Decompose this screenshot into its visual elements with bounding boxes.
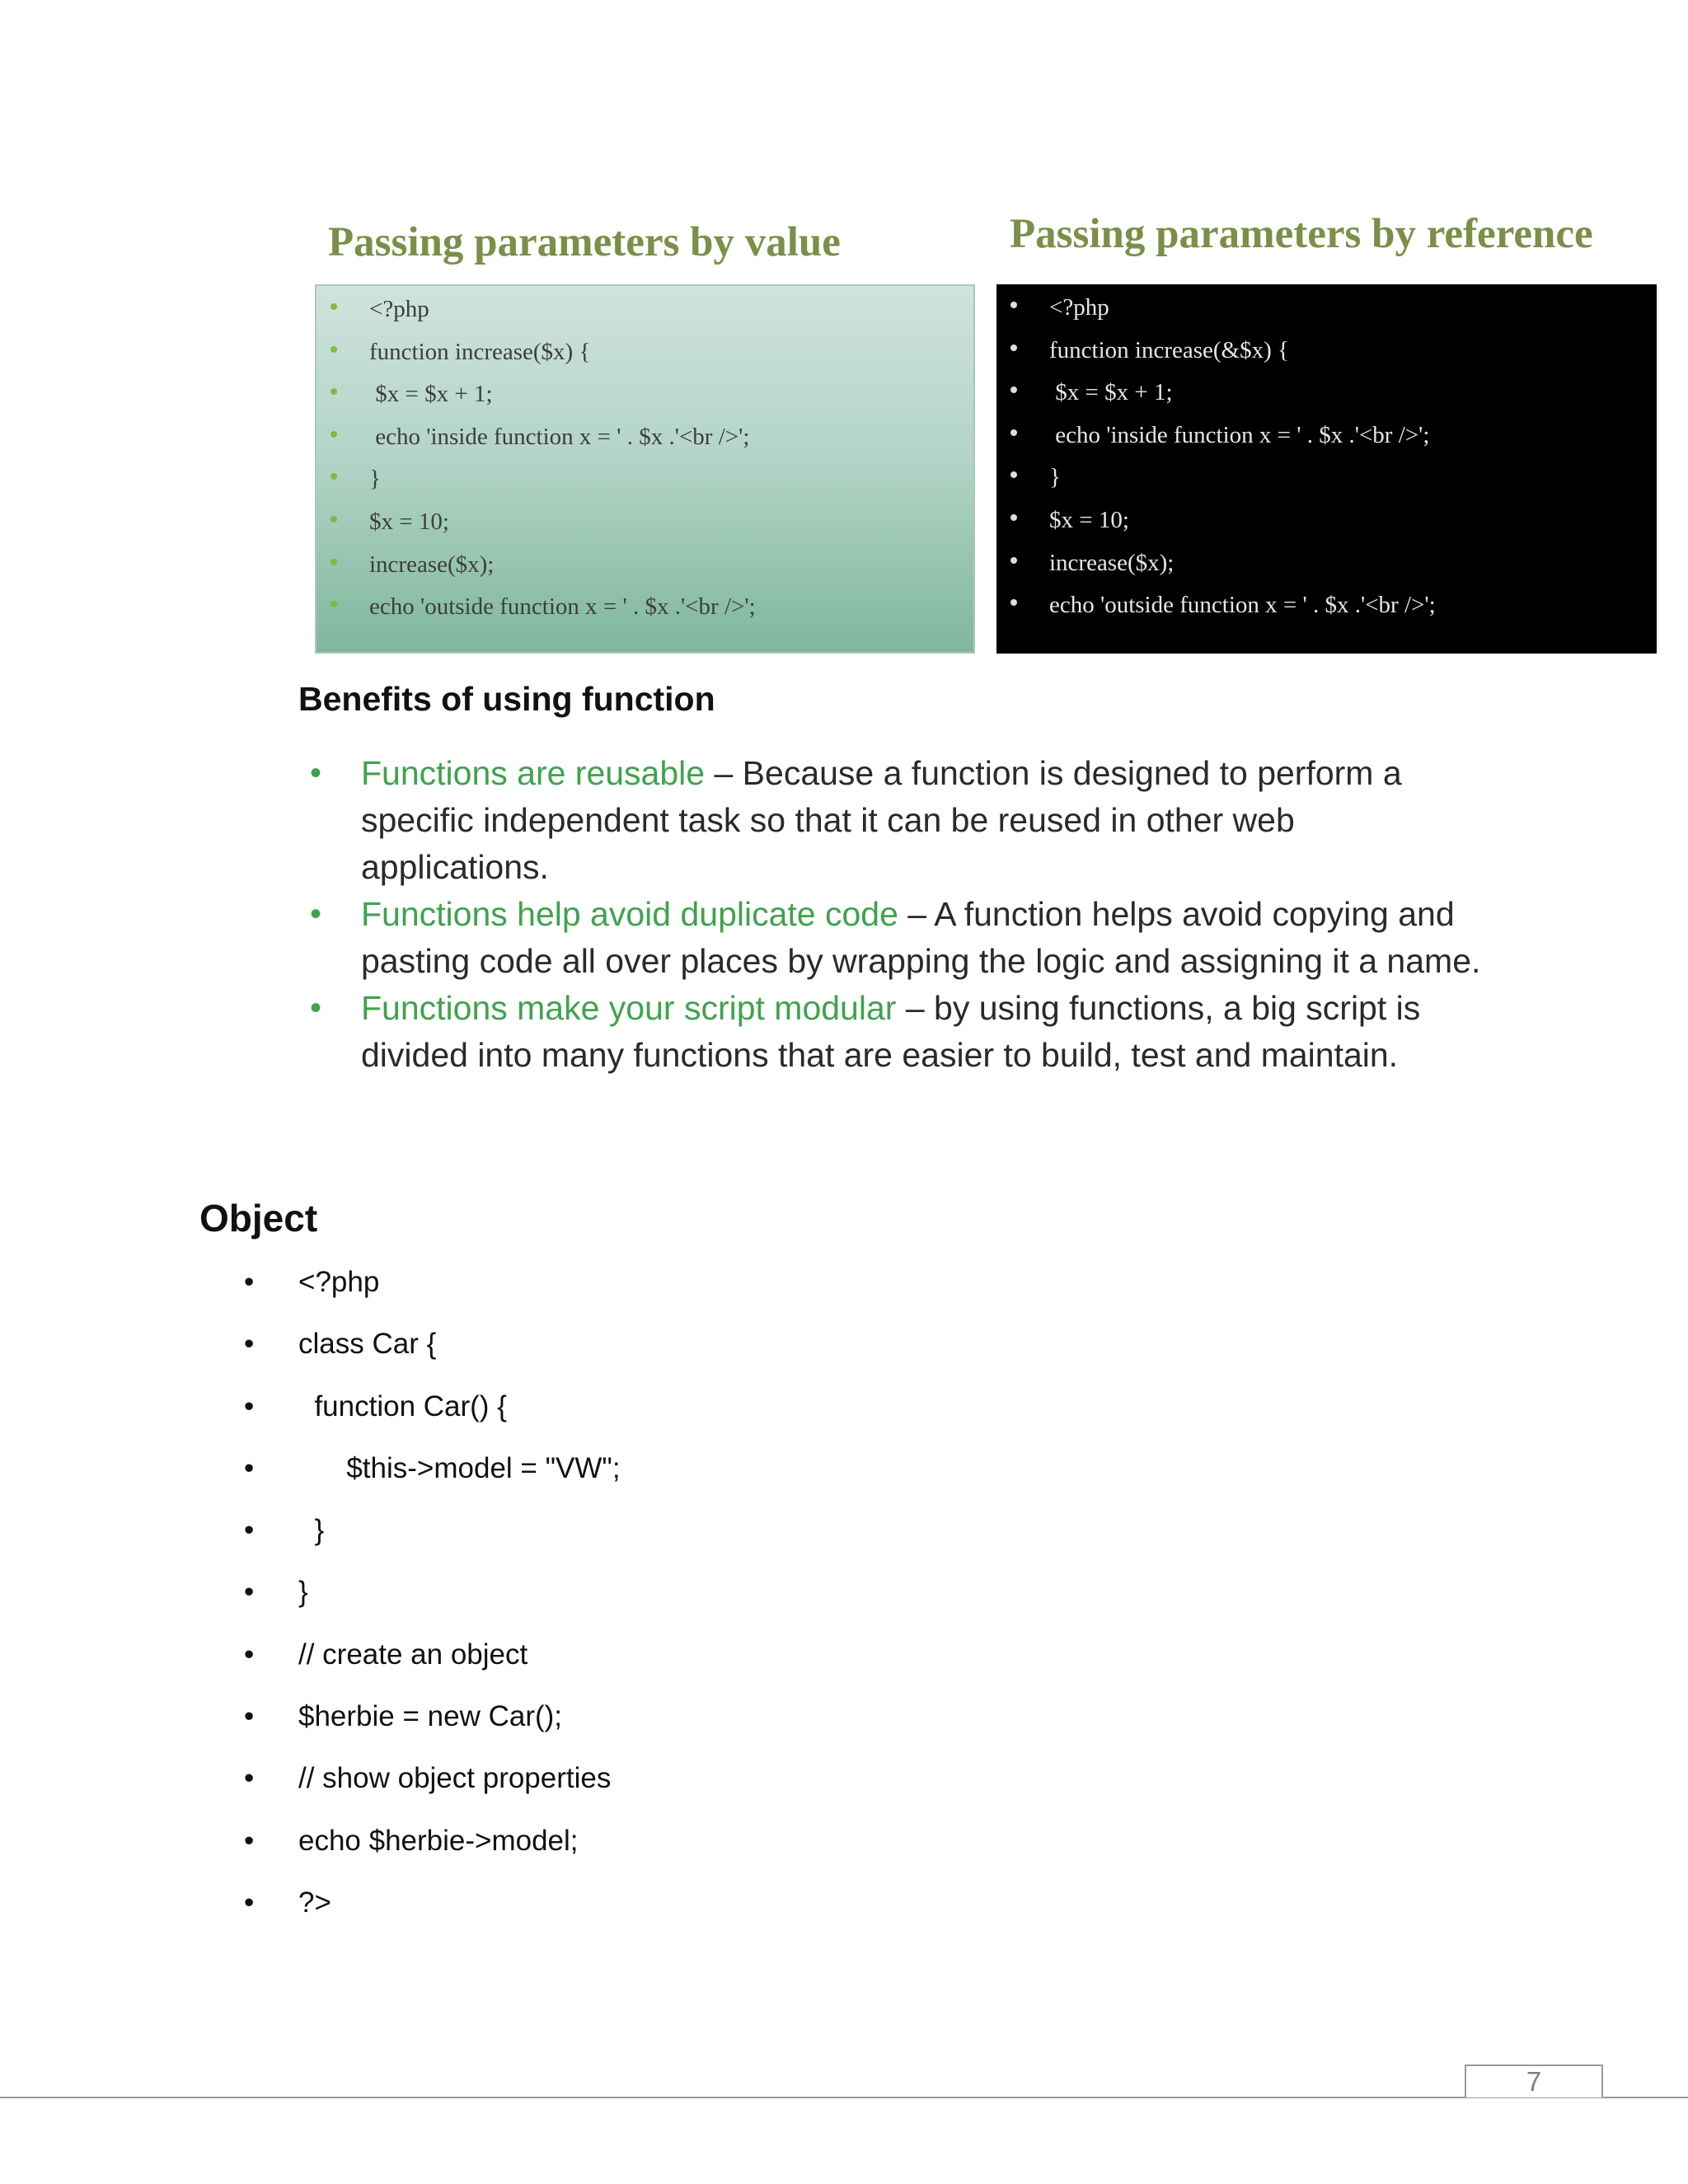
benefit-separator: –	[896, 989, 935, 1027]
code-line: function increase($x) {	[316, 335, 973, 378]
page-number: 7	[1526, 2066, 1542, 2097]
by-value-code-panel	[315, 284, 975, 654]
benefit-text: Because a function is designed to perform a specific independent task so that it can be reused in other web applications.	[361, 754, 1402, 886]
benefit-highlight: Functions help avoid duplicate code	[361, 895, 898, 933]
bullet-icon: •	[244, 1390, 255, 1422]
code-line: • class Car {	[244, 1328, 437, 1361]
code-line: • // create an object	[244, 1638, 528, 1671]
object-code-list	[244, 1266, 621, 1948]
by-reference-title: Passing parameters by reference	[1010, 211, 1593, 257]
code-line: $x = 10;	[316, 505, 973, 548]
code-line: • }	[244, 1576, 308, 1609]
code-line: <?php	[316, 293, 973, 335]
bullet-icon	[1010, 302, 1017, 308]
bullet-icon: •	[244, 1576, 255, 1609]
bullet-icon	[1010, 471, 1017, 478]
benefit-text: by using functions, a big script is divided into many functions that are easier to build, test and maintain.	[361, 989, 1421, 1074]
benefit-item	[298, 750, 1482, 891]
bullet-icon: •	[244, 1886, 255, 1919]
by-reference-code-panel	[996, 284, 1657, 654]
code-line: • $this->model = "VW";	[244, 1451, 621, 1484]
code-line: $x = $x + 1;	[996, 376, 1657, 419]
bullet-icon	[331, 346, 337, 353]
bullet-icon	[1010, 514, 1017, 521]
bullet-icon	[1010, 429, 1017, 436]
code-line: • }	[244, 1514, 325, 1547]
benefit-item	[298, 985, 1482, 1079]
bullet-icon	[1010, 599, 1017, 606]
code-line: • // show object properties	[244, 1762, 612, 1795]
bullet-icon: •	[244, 1824, 255, 1857]
bullet-icon	[1010, 557, 1017, 564]
benefits-heading: Benefits of using function	[298, 680, 715, 718]
code-line: echo 'inside function x = ' . $x .'<br />';	[996, 419, 1657, 462]
code-line: $x = $x + 1;	[316, 377, 973, 420]
code-line: • function Car() {	[244, 1390, 507, 1422]
bullet-icon: •	[244, 1638, 255, 1671]
bullet-icon: •	[244, 1328, 255, 1361]
bullet-icon: •	[244, 1451, 255, 1484]
code-line: increase($x);	[316, 548, 973, 591]
page-number-box	[1465, 2064, 1603, 2097]
code-line: <?php	[996, 291, 1657, 334]
bullet-icon: •	[244, 1762, 255, 1795]
object-heading: Object	[199, 1197, 318, 1240]
benefit-item	[298, 891, 1482, 985]
bullet-icon	[331, 388, 337, 395]
by-value-title: Passing parameters by value	[328, 219, 841, 265]
code-line: $x = 10;	[996, 504, 1657, 546]
code-line: function increase(&$x) {	[996, 334, 1657, 377]
bullet-icon	[331, 473, 337, 480]
bullet-icon: •	[244, 1266, 255, 1298]
bullet-icon: •	[244, 1514, 255, 1547]
code-line: }	[996, 461, 1657, 504]
code-line: • <?php	[244, 1266, 380, 1298]
bullet-icon	[1010, 344, 1017, 351]
bullet-icon	[331, 303, 337, 310]
bullet-icon	[331, 431, 337, 438]
code-line: • echo $herbie->model;	[244, 1824, 579, 1857]
benefit-separator: –	[705, 754, 743, 792]
benefit-text: A function helps avoid copying and pasting code all over places by wrapping the logic and assigning it a name.	[361, 895, 1481, 980]
bullet-icon	[331, 601, 337, 607]
bullet-icon: •	[310, 896, 322, 932]
bullet-icon	[1010, 387, 1017, 393]
benefit-highlight: Functions make your script modular	[361, 989, 897, 1027]
code-line: echo 'outside function x = ' . $x .'<br />';	[996, 588, 1657, 631]
footer-divider	[0, 2097, 1688, 2098]
code-line: echo 'outside function x = ' . $x .'<br />';	[316, 590, 973, 633]
benefit-highlight: Functions are reusable	[361, 754, 706, 792]
code-line: increase($x);	[996, 546, 1657, 589]
code-line: • ?>	[244, 1886, 331, 1919]
bullet-icon: •	[244, 1700, 255, 1733]
bullet-icon	[331, 516, 337, 523]
code-line: }	[316, 462, 973, 505]
benefits-list	[298, 750, 1535, 1079]
code-line: echo 'inside function x = ' . $x .'<br />';	[316, 420, 973, 463]
benefit-separator: –	[898, 895, 935, 933]
code-line: • $herbie = new Car();	[244, 1700, 563, 1733]
bullet-icon: •	[310, 755, 322, 791]
bullet-icon	[331, 559, 337, 565]
bullet-icon: •	[310, 990, 322, 1026]
